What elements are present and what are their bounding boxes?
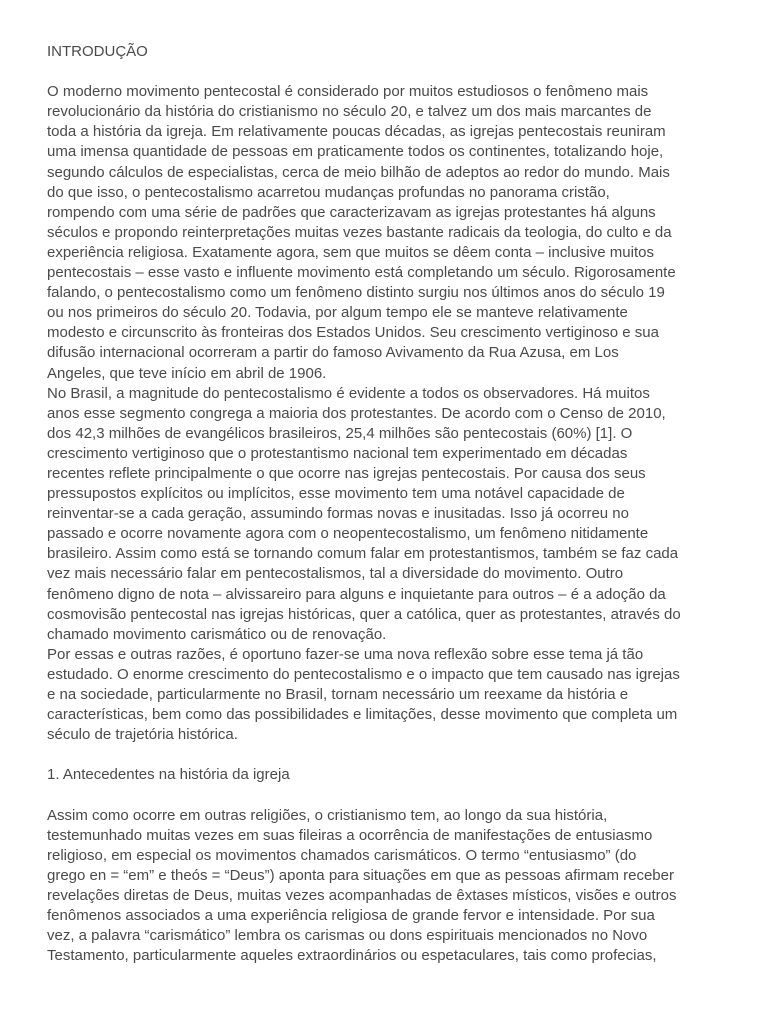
text-line: modesto e circunscrito às fronteiras dos Estados Unidos. Seu crescimento vertiginoso e sua bbox=[47, 324, 659, 342]
text-line: brasileiro. Assim como está se tornando comum falar em protestantismos, também se faz cada bbox=[47, 545, 679, 563]
text-line: vez, a palavra “carismático” lembra os carismas ou dons espirituais mencionados no Novo bbox=[47, 927, 648, 945]
blank-line bbox=[47, 62, 727, 82]
text-line: Angeles, que teve início em abril de 1906. bbox=[47, 364, 327, 382]
text-line: Por essas e outras razões, é oportuno fazer-se uma nova reflexão sobre esse tema já tão bbox=[47, 645, 644, 663]
text-line: chamado movimento carismático ou de renovação. bbox=[47, 625, 387, 643]
text-line: cosmovisão pentecostal nas igrejas históricas, quer a católica, quer as protestantes, através do bbox=[47, 605, 681, 623]
text-line: do que isso, o pentecostalismo acarretou mudanças profundas no panorama cristão, bbox=[47, 183, 610, 201]
text-line: pentecostais – esse vasto e influente movimento está completando um século. Rigorosamente bbox=[47, 264, 676, 282]
text-line: O moderno movimento pentecostal é considerado por muitos estudiosos o fenômeno mais bbox=[47, 83, 649, 101]
text-line: vez mais necessário falar em pentecostalismos, tal a diversidade do movimento. Outro bbox=[47, 565, 624, 583]
text-line: revelações diretas de Deus, muitas vezes acompanhadas de êxtases místicos, visões e outros bbox=[47, 886, 677, 904]
intro-paragraph-2 bbox=[47, 384, 727, 645]
blank-line bbox=[47, 745, 727, 765]
text-line: grego en = “em” e theós = “Deus”) aponta para situações em que as pessoas afirmam receber bbox=[47, 866, 674, 884]
text-line: séculos e propondo reinterpretações muitas vezes bastante radicais da teologia, do culto e da bbox=[47, 223, 672, 241]
text-line: fenômeno digno de nota – alvissareiro para alguns e inquietante para outros – é a adoção da bbox=[47, 585, 666, 603]
intro-paragraph-3 bbox=[47, 645, 727, 745]
text-line: estudado. O enorme crescimento do pentecostalismo e o impacto que tem causado nas igrejas bbox=[47, 665, 680, 683]
section-1-paragraph-1 bbox=[47, 806, 727, 967]
text-line: reinventar-se a cada geração, assumindo formas novas e inusitadas. Isso já ocorreu no bbox=[47, 505, 629, 523]
text-line: recentes reflete principalmente o que ocorre nas igrejas pentecostais. Por causa dos seus bbox=[47, 464, 646, 482]
text-line: revolucionário da história do cristianismo no século 20, e talvez um dos mais marcantes de bbox=[47, 103, 652, 121]
text-line: testemunhado muitas vezes em suas fileiras a ocorrência de manifestações de entusiasmo bbox=[47, 826, 653, 844]
text-line: pressupostos explícitos ou implícitos, esse movimento tem uma notável capacidade de bbox=[47, 485, 625, 503]
text-line: dos 42,3 milhões de evangélicos brasileiros, 25,4 milhões são pentecostais (60%) [1]. O bbox=[47, 424, 633, 442]
text-line: características, bem como das possibilidades e limitações, desse movimento que completa um bbox=[47, 706, 678, 724]
document-heading: INTRODUÇÃO bbox=[47, 43, 148, 60]
text-line: uma imensa quantidade de pessoas em praticamente todos os continentes, totalizando hoje, bbox=[47, 143, 664, 161]
text-line: difusão internacional ocorreram a partir do famoso Avivamento da Rua Azusa, em Los bbox=[47, 344, 619, 362]
text-line: século de trajetória histórica. bbox=[47, 726, 238, 744]
text-line: segundo cálculos de especialistas, cerca de meio bilhão de adeptos ao redor do mundo. Mais bbox=[47, 163, 670, 181]
text-line: e na sociedade, particularmente no Brasil, tornam necessário um reexame da história e bbox=[47, 686, 629, 703]
text-line: anos esse segmento congrega a maioria dos protestantes. De acordo com o Censo de 2010, bbox=[47, 404, 666, 422]
text-line: crescimento vertiginoso que o protestantismo nacional tem experimentado em décadas bbox=[47, 444, 628, 462]
intro-paragraph-1 bbox=[47, 82, 727, 383]
text-line: rompendo com uma série de padrões que caracterizavam as igrejas protestantes há alguns bbox=[47, 203, 656, 221]
text-line: ou nos primeiros do século 20. Todavia, por algum tempo ele se manteve relativamente bbox=[47, 304, 628, 322]
section-heading: 1. Antecedentes na história da igreja bbox=[47, 766, 290, 784]
text-line: Testamento, particularmente aqueles extraordinários ou espetaculares, tais como profecias, bbox=[47, 947, 657, 965]
text-line: Assim como ocorre em outras religiões, o cristianismo tem, ao longo da sua história, bbox=[47, 806, 608, 824]
text-line: No Brasil, a magnitude do pentecostalismo é evidente a todos os observadores. Há muitos bbox=[47, 384, 650, 402]
text-line: falando, o pentecostalismo como um fenômeno distinto surgiu nos últimos anos do século 19 bbox=[47, 284, 665, 302]
text-line: religioso, em especial os movimentos chamados carismáticos. O termo “entusiasmo” (do bbox=[47, 846, 637, 864]
text-line: toda a história da igreja. Em relativamente poucas décadas, as igrejas pentecostais reuniram bbox=[47, 123, 666, 141]
blank-line bbox=[47, 785, 727, 805]
text-line: passado e ocorre novamente agora com o neopentecostalismo, um fenômeno nitidamente bbox=[47, 525, 649, 543]
text-line: experiência religiosa. Exatamente agora, sem que muitos se dêem conta – inclusive muitos bbox=[47, 243, 654, 261]
text-line: fenômenos associados a uma experiência religiosa de grande fervor e intensidade. Por sua bbox=[47, 907, 655, 925]
document-page bbox=[47, 42, 727, 966]
